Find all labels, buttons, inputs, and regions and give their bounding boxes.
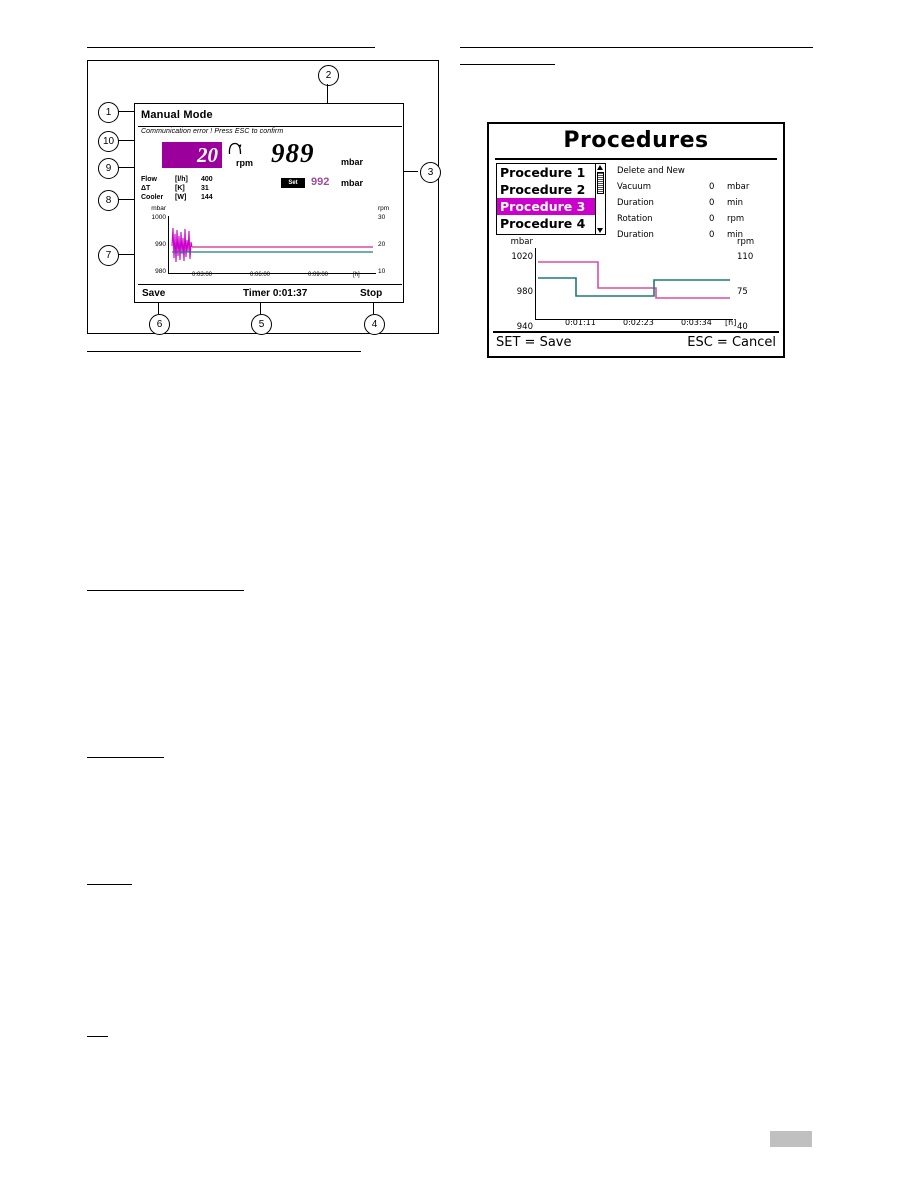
pressure-value: 989 <box>271 138 315 168</box>
chart1-y-left-tick-2: 980 <box>155 268 166 275</box>
field-label-rotation: Rotation <box>617 214 653 224</box>
list-item[interactable]: Procedure 2 <box>500 182 586 197</box>
set-unit-label: mbar <box>341 178 364 188</box>
chart1-y-right-unit: rpm <box>378 205 390 212</box>
chart1-y-left-tick-1: 990 <box>155 241 166 248</box>
chart1-svg <box>169 216 376 273</box>
chart2-y-right-axis <box>737 236 777 337</box>
error-message: Communication error ! Press ESC to confirm <box>141 128 284 135</box>
scroll-down-arrow-icon[interactable] <box>597 228 603 233</box>
rule-section-4 <box>87 1036 108 1037</box>
rpm-unit-label: rpm <box>236 158 254 168</box>
param-label-flow: Flow <box>141 176 157 183</box>
callout-3: 3 <box>420 162 441 183</box>
callout-6: 6 <box>149 314 170 335</box>
field-value-vacuum[interactable]: 0 <box>709 182 715 192</box>
field-label-vacuum: Vacuum <box>617 182 652 192</box>
procedure-list-scrollbar[interactable] <box>595 163 606 235</box>
chart1-y-right-tick-0: 30 <box>378 214 386 221</box>
chart2-plot-area <box>535 248 733 320</box>
param-row-deltat <box>141 184 231 193</box>
set-value[interactable]: 992 <box>311 176 330 188</box>
field-unit-rotation: rpm <box>727 214 745 224</box>
timer-readout: Timer 0:01:37 <box>243 288 308 299</box>
page-number-mark <box>770 1131 812 1147</box>
param-value-flow: 400 <box>201 176 213 183</box>
chart1-button-bar <box>138 284 402 301</box>
callout-5: 5 <box>251 314 272 335</box>
chart1-x-tick-1: 0:06:00 <box>250 272 271 278</box>
rule-section-2 <box>87 757 164 758</box>
callout-7: 7 <box>98 245 119 266</box>
rule-top-left <box>87 47 375 48</box>
chart2-x-tick-0: 0:01:11 <box>565 318 596 327</box>
rule-right-sub <box>460 64 555 65</box>
save-button[interactable]: Save <box>142 288 166 299</box>
param-row-flow <box>141 175 231 184</box>
field-value-duration-2[interactable]: 0 <box>709 230 715 240</box>
field-row-duration-1[interactable] <box>617 195 777 211</box>
param-row-cooler <box>141 193 231 202</box>
procedure-fields <box>617 164 777 243</box>
chart2-x-unit: [h] <box>725 318 737 327</box>
field-row-vacuum[interactable] <box>617 179 777 195</box>
callout-1: 1 <box>98 102 119 123</box>
chart2-y-left-tick-1: 980 <box>516 287 533 297</box>
rule-below-figure1 <box>87 351 361 352</box>
rpm-value-field[interactable]: 20 <box>162 142 222 168</box>
chart2-rotation-trace <box>538 278 730 296</box>
list-item[interactable]: Procedure 4 <box>500 216 586 231</box>
chart1-y-right-tick-1: 20 <box>378 241 386 248</box>
delete-and-new-action[interactable] <box>617 164 777 179</box>
callout-10: 10 <box>98 131 119 152</box>
field-value-duration-1[interactable]: 0 <box>709 198 715 208</box>
field-unit-duration-2: min <box>727 230 744 240</box>
esc-cancel-button[interactable]: ESC = Cancel <box>687 335 776 350</box>
callout-8: 8 <box>98 190 119 211</box>
figure-procedures <box>487 122 785 358</box>
chart1-y-right-tick-2: 10 <box>378 268 386 275</box>
chart2-x-tick-1: 0:02:23 <box>623 318 654 327</box>
chart2-x-tick-2: 0:03:34 <box>681 318 712 327</box>
callout-2: 2 <box>318 65 339 86</box>
chart2-y-left-tick-2: 940 <box>516 322 533 332</box>
procedures-title: Procedures <box>563 128 709 153</box>
list-item[interactable]: Procedure 1 <box>500 165 586 180</box>
chart2-y-right-tick-2: 40 <box>737 322 748 332</box>
param-value-deltat: 31 <box>201 185 209 192</box>
set-badge: Set <box>281 178 305 188</box>
chart2-y-right-unit: rpm <box>737 237 755 247</box>
callout-4: 4 <box>364 314 385 335</box>
rule-section-3 <box>87 884 132 885</box>
pressure-unit-label: mbar <box>341 157 364 167</box>
param-unit-flow: [l/h] <box>175 176 188 183</box>
stop-button[interactable]: Stop <box>360 288 383 299</box>
scroll-up-arrow-icon[interactable] <box>597 165 603 170</box>
param-label-deltat: ΔT <box>141 185 151 192</box>
param-unit-deltat: [K] <box>175 185 185 192</box>
chart1-y-left-axis <box>138 204 166 276</box>
figure-manual-mode <box>87 60 439 334</box>
list-item-selected[interactable]: Procedure 3 <box>497 198 605 215</box>
chart1-x-tick-2: 0:09:00 <box>308 272 329 278</box>
chart1-plot-area <box>168 216 376 274</box>
chart1-x-unit: [h] <box>353 272 360 278</box>
chart1-y-left-tick-0: 1000 <box>151 214 166 221</box>
field-unit-vacuum: mbar <box>727 182 750 192</box>
chart2-y-left-tick-0: 1020 <box>511 252 533 262</box>
field-row-rotation[interactable] <box>617 211 777 227</box>
parameter-list <box>141 175 231 202</box>
field-unit-duration-1: min <box>727 198 744 208</box>
param-value-cooler: 144 <box>201 194 213 201</box>
chart2-y-right-tick-1: 75 <box>737 287 748 297</box>
chart2-y-left-axis <box>493 236 533 337</box>
procedure-list[interactable] <box>496 163 606 235</box>
chart2-button-bar <box>493 331 779 353</box>
title-divider <box>138 126 402 127</box>
param-unit-cooler: [W] <box>175 194 187 201</box>
procedures-title-divider <box>495 158 777 160</box>
chart1-noise-trace <box>172 228 192 262</box>
rule-section-1 <box>87 590 244 591</box>
delete-and-new-label: Delete and New <box>617 166 685 176</box>
rule-top-right <box>460 47 813 48</box>
field-label-duration-1: Duration <box>617 198 654 208</box>
chart2-y-left-unit: mbar <box>510 237 533 247</box>
rotation-icon <box>228 142 242 155</box>
chart2-svg <box>536 248 732 318</box>
set-save-button[interactable]: SET = Save <box>496 335 572 350</box>
chart1-x-tick-0: 0:03:00 <box>192 272 213 278</box>
chart1-y-right-axis <box>378 204 404 276</box>
field-value-rotation[interactable]: 0 <box>709 214 715 224</box>
chart2-y-right-tick-0: 110 <box>737 252 754 262</box>
field-label-duration-2: Duration <box>617 230 654 240</box>
callout-9: 9 <box>98 158 119 179</box>
screen-title: Manual Mode <box>141 109 213 121</box>
manual-mode-screen <box>134 103 404 303</box>
param-label-cooler: Cooler <box>141 194 164 201</box>
scrollbar-thumb[interactable] <box>597 172 604 194</box>
chart1-y-left-unit: mbar <box>151 205 166 212</box>
